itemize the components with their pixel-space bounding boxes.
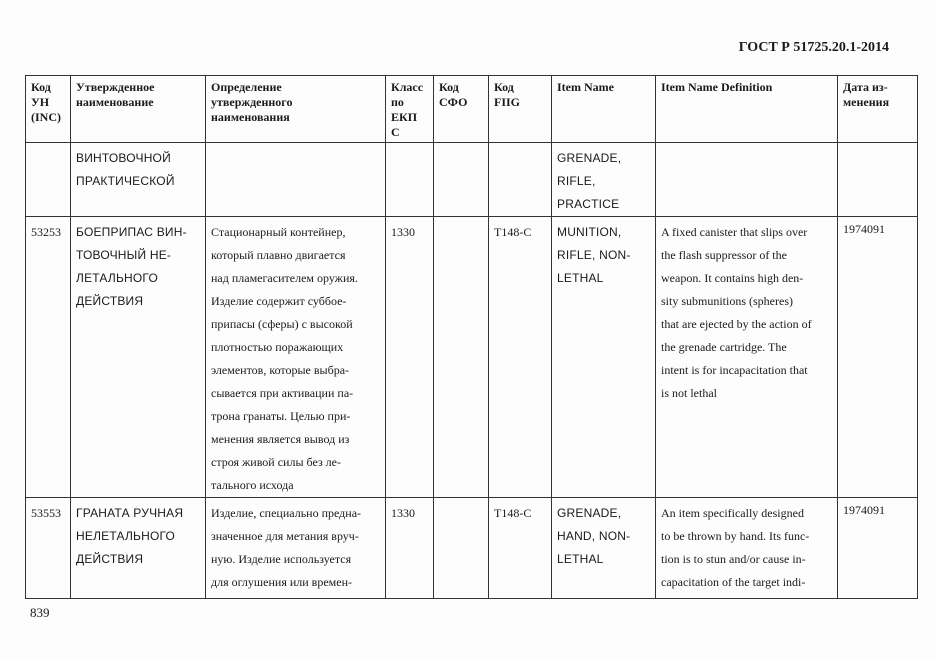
text-line: менения [843, 95, 890, 109]
text-line: MUNITION, [557, 225, 622, 239]
cell-class [386, 143, 434, 217]
text-line: An item specifically designed [661, 506, 804, 520]
text-line: the grenade cartridge. The [661, 340, 787, 354]
text-line: LETHAL [557, 552, 604, 566]
text-line: weapon. It contains high den- [661, 271, 804, 285]
col-header-class [386, 76, 434, 143]
cell-item-name-definition [656, 217, 838, 498]
text-line: припасы (сферы) с высокой [211, 317, 353, 331]
text-line: the flash suppressor of the [661, 248, 787, 262]
text-line: LETHAL [557, 271, 604, 285]
text-line: (INC) [31, 110, 61, 124]
text-line: ПРАКТИЧЕСКОЙ [76, 174, 175, 188]
text-line: плотностью поражающих [211, 340, 344, 354]
text-line: Утвержденное [76, 80, 155, 94]
text-line: значенное для метания вруч- [211, 529, 359, 543]
text-line: СФО [439, 95, 468, 109]
text-line: ТОВОЧНЫЙ НЕ- [76, 248, 172, 262]
text-line: that are ejected by the action of [661, 317, 812, 331]
cell-inc: 53553 [26, 498, 71, 599]
cell-definition [206, 217, 386, 498]
col-header-inc [26, 76, 71, 143]
text-line: ЛЕТАЛЬНОГО [76, 271, 158, 285]
col-header-approved-name [71, 76, 206, 143]
text-line: capacitation of the target indi- [661, 575, 806, 589]
text-line: Изделие, специально предна- [211, 506, 362, 520]
cell-change-date [838, 143, 918, 217]
text-line: ВИНТОВОЧНОЙ [76, 151, 171, 165]
text-line: GRENADE, [557, 151, 622, 165]
text-line: строя живой силы без ле- [211, 455, 341, 469]
col-header-item-name-definition [656, 76, 838, 143]
text-line: intent is for incapacitation that [661, 363, 808, 377]
text-line: который плавно двигается [211, 248, 346, 262]
text-line: Код [31, 80, 51, 94]
specification-table [25, 75, 918, 599]
text-line: тального исхода [211, 478, 294, 492]
text-line: УН [31, 95, 50, 109]
text-line: Стационарный контейнер, [211, 225, 346, 239]
cell-approved-name [71, 217, 206, 498]
text-line: tion is to stun and/or cause in- [661, 552, 806, 566]
text-line: утвержденного [211, 95, 293, 109]
cell-item-name-definition [656, 143, 838, 217]
cell-sfo [434, 217, 489, 498]
text-line: БОЕПРИПАС ВИН- [76, 225, 187, 239]
col-header-fiig [489, 76, 552, 143]
text-line: Класс [391, 80, 424, 94]
text-line: RIFLE, [557, 174, 596, 188]
text-line: RIFLE, NON- [557, 248, 631, 262]
cell-item-name [552, 217, 656, 498]
col-header-definition [206, 76, 386, 143]
cell-fiig: T148-C [489, 217, 552, 498]
text-line: Item Name Definition [661, 80, 773, 94]
cell-sfo [434, 143, 489, 217]
text-line: ЕКП [391, 110, 418, 124]
cell-item-name [552, 498, 656, 599]
cell-class: 1330 [386, 217, 434, 498]
text-line: для оглушения или времен- [211, 575, 353, 589]
cell-change-date: 1974091 [838, 217, 918, 498]
text-line: Дата из- [843, 80, 888, 94]
text-line: ДЕЙСТВИЯ [76, 294, 144, 308]
cell-change-date: 1974091 [838, 498, 918, 599]
table-row [26, 498, 918, 599]
table-row [26, 143, 918, 217]
cell-approved-name [71, 498, 206, 599]
col-header-change-date [838, 76, 918, 143]
cell-inc [26, 143, 71, 217]
text-line: ную. Изделие используется [211, 552, 352, 566]
cell-item-name-definition [656, 498, 838, 599]
col-header-sfo [434, 76, 489, 143]
text-line: по [391, 95, 404, 109]
table-row [26, 217, 918, 498]
cell-class: 1330 [386, 498, 434, 599]
text-line: элементов, которые выбра- [211, 363, 350, 377]
text-line: наименования [211, 110, 290, 124]
text-line: A fixed canister that slips over [661, 225, 808, 239]
cell-sfo [434, 498, 489, 599]
col-header-item-name [552, 76, 656, 143]
text-line: to be thrown by hand. Its func- [661, 529, 810, 543]
text-line: Определение [211, 80, 282, 94]
text-line: наименование [76, 95, 154, 109]
text-line: С [391, 125, 400, 139]
text-line: GRENADE, [557, 506, 622, 520]
text-line: Item Name [557, 80, 614, 94]
cell-fiig: T148-C [489, 498, 552, 599]
text-line: Изделие содержит суббое- [211, 294, 347, 308]
text-line: НЕЛЕТАЛЬНОГО [76, 529, 176, 543]
document-title: ГОСТ Р 51725.20.1-2014 [738, 40, 889, 55]
page-number: 839 [30, 605, 50, 620]
text-line: ДЕЙСТВИЯ [76, 552, 144, 566]
text-line: PRACTICE [557, 197, 620, 211]
table-header-row [26, 76, 918, 143]
text-line: FIIG [494, 95, 521, 109]
text-line: трона гранаты. Целью при- [211, 409, 351, 423]
text-line: ГРАНАТА РУЧНАЯ [76, 506, 184, 520]
cell-approved-name [71, 143, 206, 217]
text-line: HAND, NON- [557, 529, 631, 543]
cell-definition [206, 498, 386, 599]
cell-inc: 53253 [26, 217, 71, 498]
cell-fiig [489, 143, 552, 217]
text-line: сывается при активации па- [211, 386, 354, 400]
cell-definition [206, 143, 386, 217]
cell-item-name [552, 143, 656, 217]
text-line: менения является вывод из [211, 432, 350, 446]
text-line: is not lethal [661, 386, 717, 400]
text-line: sity submunitions (spheres) [661, 294, 793, 308]
text-line: над пламегасителем оружия. [211, 271, 358, 285]
text-line: Код [439, 80, 459, 94]
text-line: Код [494, 80, 514, 94]
